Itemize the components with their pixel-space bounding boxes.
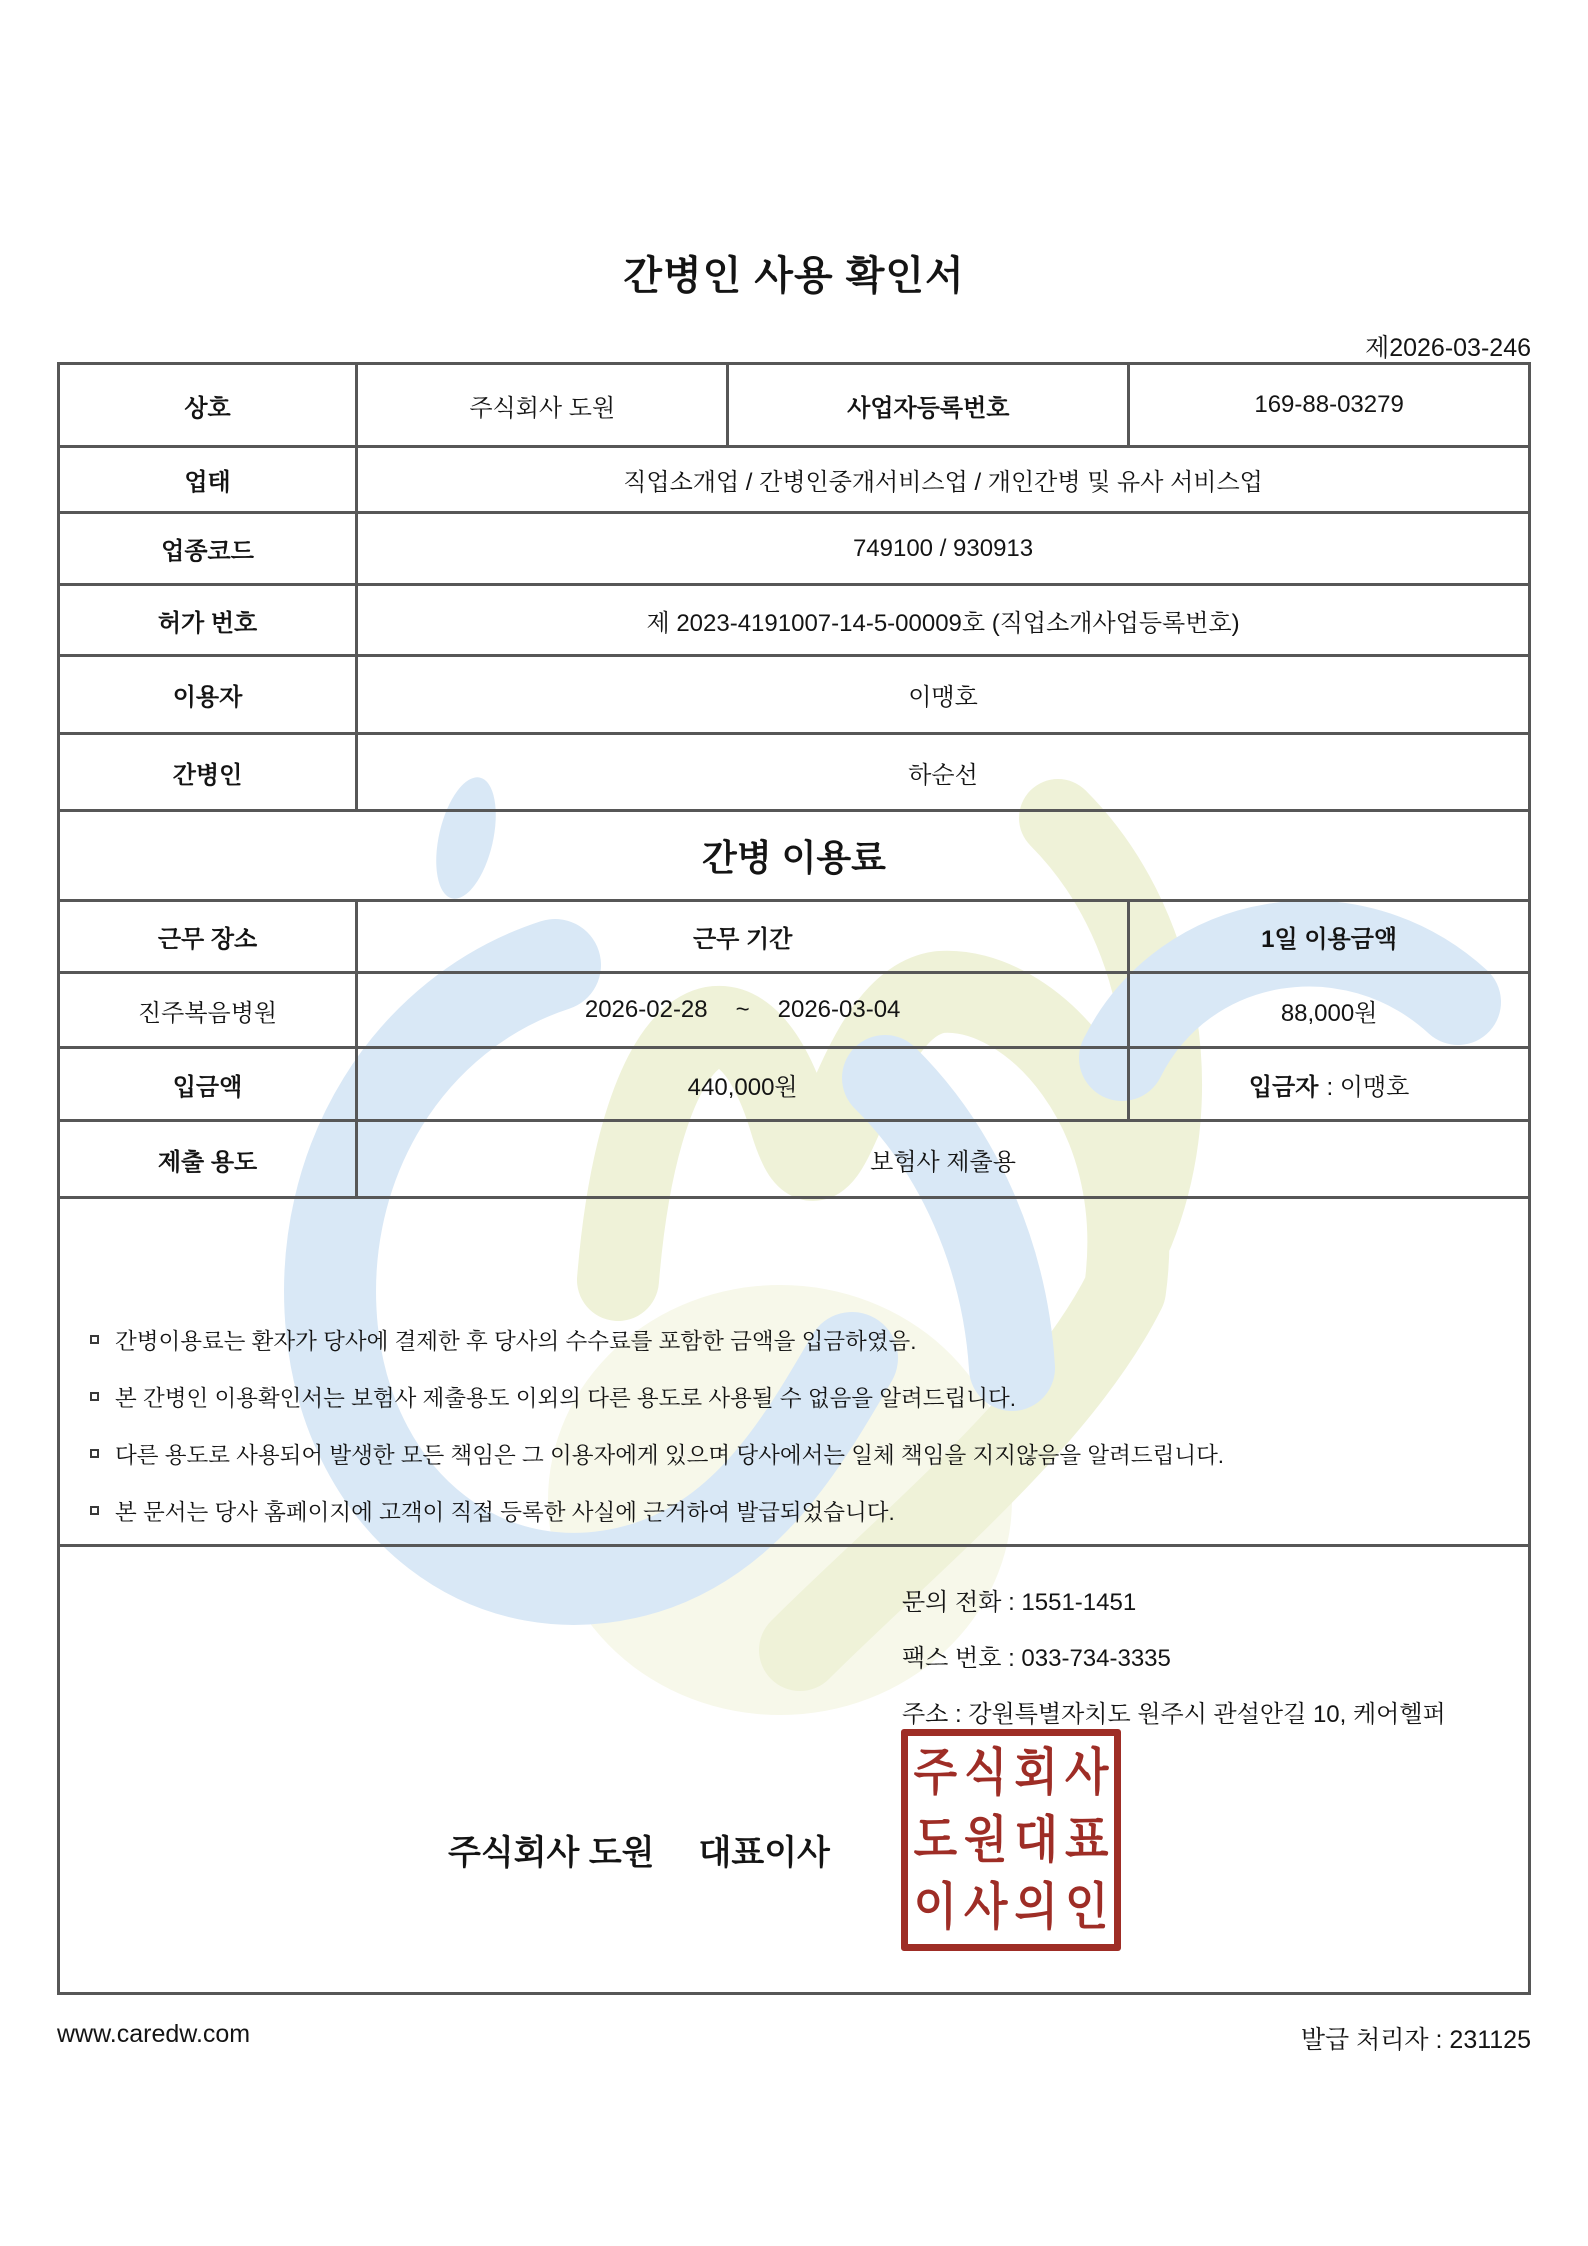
period-from: 2026-02-28	[584, 996, 708, 1023]
fee-section-header	[60, 809, 1528, 899]
issuer-id: 발급 처리자 : 231125	[1300, 2026, 1531, 2054]
table-row-company	[60, 365, 1528, 445]
seal-line-2: 도원대표	[913, 1810, 1116, 1868]
deposit-row	[60, 1046, 1528, 1119]
header-daily-fee: 1일 이용금액	[1127, 902, 1528, 971]
contact-phone: 문의 전화 : 1551-1451	[902, 1589, 1137, 1616]
issuer-box	[60, 1544, 1528, 1992]
square-bullet-icon	[90, 1392, 99, 1401]
table-row-caregiver	[60, 732, 1528, 809]
label-company-name: 상호	[184, 394, 231, 422]
label-permit-no: 허가 번호	[157, 609, 258, 637]
label-business-reg-no: 사업자등록번호	[726, 365, 1127, 445]
value-depositor	[1127, 1049, 1528, 1119]
value-work-place: 진주복음병원	[137, 999, 278, 1027]
contact-address: 주소 : 강원특별자치도 원주시 관설안길 10, 케어헬퍼	[902, 1701, 1446, 1728]
corporate-seal	[901, 1729, 1121, 1951]
table-row-industry-code	[60, 511, 1528, 583]
value-permit-no: 제 2023-4191007-14-5-00009호 (직업소개사업등록번호)	[355, 586, 1528, 654]
square-bullet-icon	[90, 1449, 99, 1458]
signature-company: 주식회사 도원	[448, 1834, 655, 1872]
contact-block	[902, 1575, 1446, 1743]
square-bullet-icon	[90, 1506, 99, 1515]
seal-text	[907, 1739, 1116, 1941]
note-line	[90, 1482, 1498, 1539]
depositor-name: : 이맹호	[1326, 1073, 1410, 1101]
note-line	[90, 1425, 1498, 1482]
value-work-period	[355, 974, 1127, 1046]
note-line	[90, 1368, 1498, 1425]
table-row-permit-no	[60, 583, 1528, 654]
signature-ceo: 대표이사	[698, 1834, 830, 1872]
page-title: 간병인 사용 확인서	[623, 254, 965, 298]
value-caregiver: 하순선	[355, 735, 1528, 809]
value-industry-code: 749100 / 930913	[355, 514, 1528, 583]
contact-fax: 팩스 번호 : 033-734-3335	[902, 1645, 1171, 1672]
note-text: 본 간병인 이용확인서는 보험사 제출용도 이외의 다른 용도로 사용될 수 없음을 알려드립니다.	[115, 1385, 1016, 1411]
value-user: 이맹호	[355, 657, 1528, 732]
note-text: 다른 용도로 사용되어 발생한 모든 책임은 그 이용자에게 있으며 당사에서는 일체 책임을 지지않음을 알려드립니다.	[115, 1442, 1225, 1468]
note-text: 본 문서는 당사 홈페이지에 고객이 직접 등록한 사실에 근거하여 발급되었습니다.	[115, 1499, 895, 1525]
depositor-label: 입금자	[1248, 1073, 1319, 1101]
label-user: 이용자	[172, 684, 243, 711]
fee-data-row	[60, 971, 1528, 1046]
signature-line	[448, 1825, 830, 1874]
square-bullet-icon	[90, 1335, 99, 1344]
period-to: 2026-03-04	[777, 996, 901, 1023]
label-submission-purpose: 제출 용도	[157, 1148, 258, 1176]
table-row-business-type	[60, 445, 1528, 511]
seal-line-1: 주식회사	[913, 1743, 1116, 1801]
value-business-type: 직업소개업 / 간병인중개서비스업 / 개인간병 및 유사 서비스업	[355, 448, 1528, 511]
value-daily-fee: 88,000원	[1127, 974, 1528, 1046]
fee-header-row	[60, 899, 1528, 971]
value-business-reg-no: 169-88-03279	[1127, 365, 1528, 445]
label-industry-code: 업종코드	[161, 538, 254, 565]
header-work-place: 근무 장소	[157, 926, 258, 953]
value-submission-purpose: 보험사 제출용	[355, 1122, 1528, 1196]
note-line	[90, 1311, 1498, 1368]
label-caregiver: 간병인	[172, 761, 243, 789]
purpose-row	[60, 1119, 1528, 1196]
header-work-period: 근무 기간	[355, 902, 1127, 971]
website-url: www.caredw.com	[57, 2020, 251, 2048]
value-deposit-amount: 440,000원	[355, 1049, 1127, 1119]
document-number: 제2026-03-246	[1365, 334, 1531, 362]
table-row-user	[60, 654, 1528, 732]
label-business-type: 업태	[184, 469, 231, 496]
value-company-name: 주식회사 도원	[355, 365, 726, 445]
seal-line-3: 이사의인	[913, 1878, 1116, 1936]
main-table	[57, 362, 1531, 1995]
notes-box	[60, 1196, 1528, 1544]
period-tilde: ~	[735, 996, 750, 1023]
fee-section-title: 간병 이용료	[702, 837, 886, 878]
note-text: 간병이용료는 환자가 당사에 결제한 후 당사의 수수료를 포함한 금액을 입금하였음.	[115, 1328, 917, 1354]
label-deposit-amount: 입금액	[172, 1073, 243, 1101]
